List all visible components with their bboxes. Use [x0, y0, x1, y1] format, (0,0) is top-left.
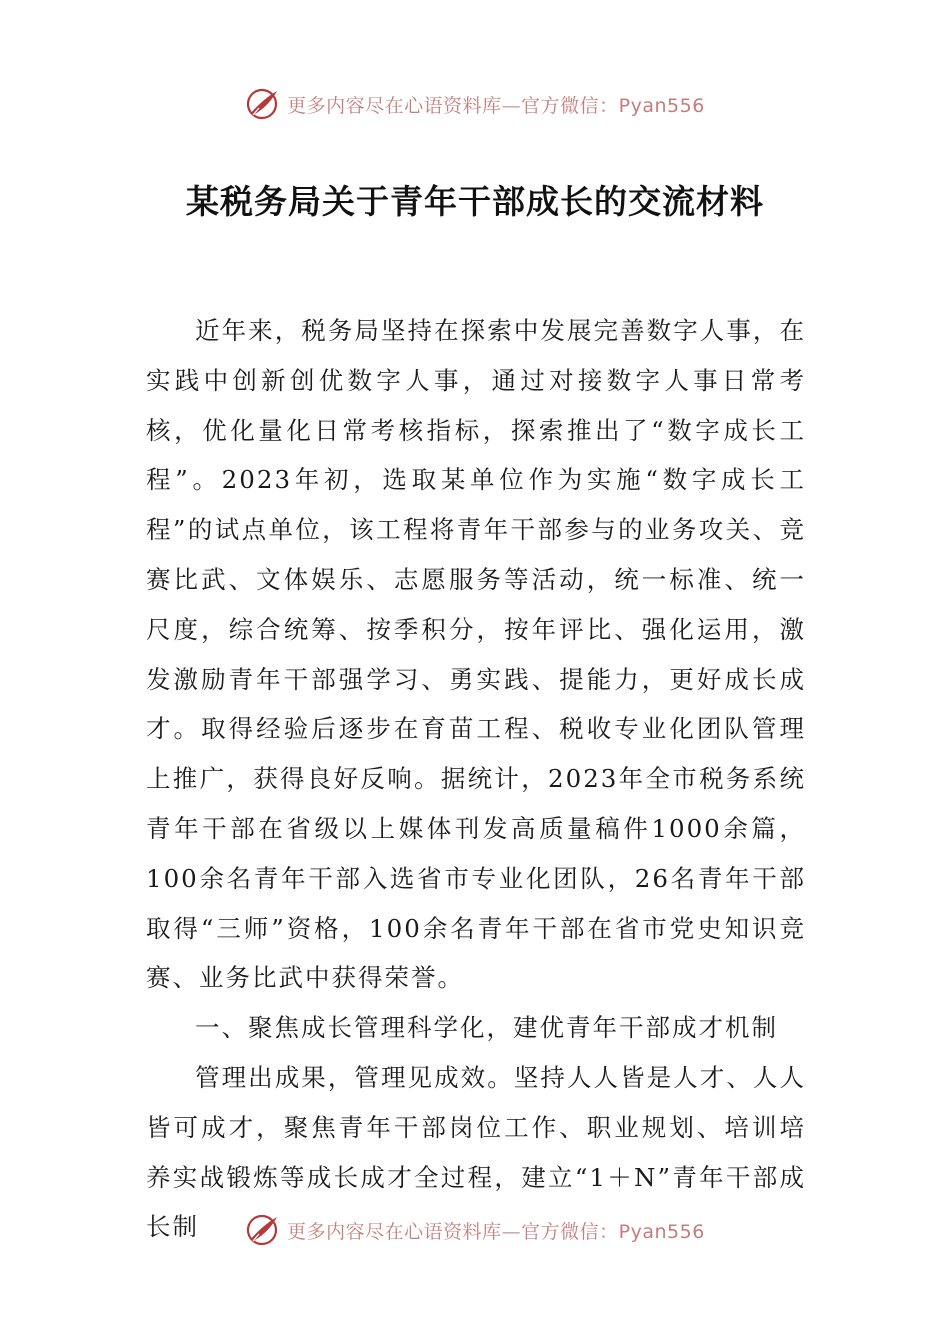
body-paragraph: 近年来，税务局坚持在探索中发展完善数字人事，在实践中创新创优数字人事，通过对接数字人事日常考核，优化量化日常考核指标，探索推出了“数字成长工程”。2023年初，选取某单位作为实施“数字成长工程”的试点单位，该工程将青年干部参与的业务攻关、竞赛比武、文体娱乐、志愿服务等活动，统一标准、统一尺度，综合统筹、按季积分，按年评比、强化运用，激发激励青年干部强学习、勇实践、提能力，更好成长成才。取得经验后逐步在育苗工程、税收专业化团队管理上推广，获得良好反响。据统计，2023年全市税务系统青年干部在省级以上媒体刊发高质量稿件1000余篇，100余名青年干部入选省市专业化团队，26名青年干部取得“三师”资格，100余名青年干部在省市党史知识竞赛、业务比武中获得荣誉。 [146, 316, 806, 993]
section-heading: 一、聚焦成长管理科学化，建优青年干部成才机制 [195, 1013, 778, 1043]
body-paragraph: 管理出成果，管理见成效。坚持人人皆是人才、人人皆可成才，聚焦青年干部岗位工作、职业规划、培训培养实战锻炼等成长成才全过程，建立“1＋N”青年干部成长制 [146, 1062, 806, 1242]
quill-pen-logo-icon [245, 1212, 281, 1248]
watermark-text: 更多内容尽在心语资料库—官方微信：Pyan556 [287, 1220, 705, 1243]
watermark-header [0, 84, 950, 124]
quill-pen-logo-icon [245, 86, 281, 122]
watermark-text: 更多内容尽在心语资料库—官方微信：Pyan556 [287, 94, 705, 117]
document-body [146, 306, 806, 1252]
document-title: 某税务局关于青年干部成长的交流材料 [186, 182, 764, 221]
watermark-footer [0, 1210, 950, 1250]
